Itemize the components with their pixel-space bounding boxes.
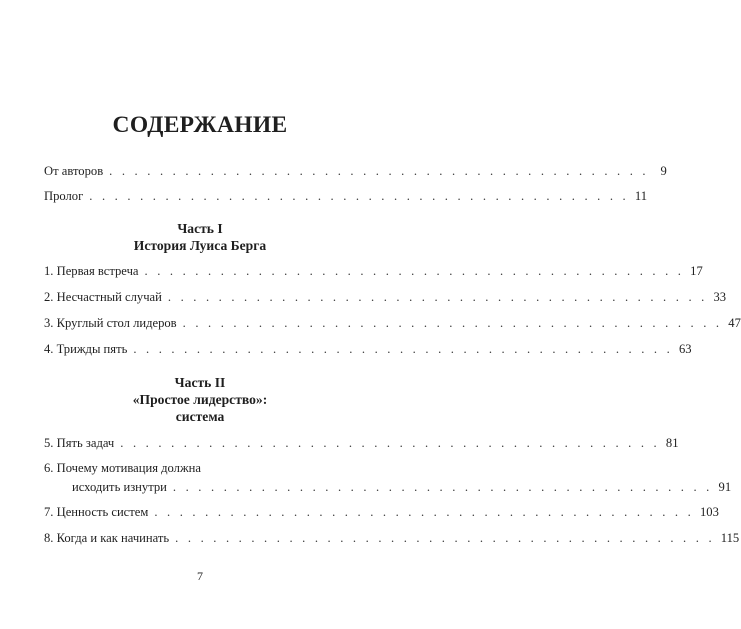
toc-page-number: 115	[720, 531, 740, 545]
dot-leader: . . . . . . . . . . . . . . . . . . . . . . . . . . . . . . . . . . . . . . . . . . .	[120, 436, 660, 450]
dot-leader: . . . . . . . . . . . . . . . . . . . . . . . . . . . . . . . . . . . . . . . . . . .	[133, 342, 673, 356]
toc-page-number: 91	[718, 480, 732, 494]
dot-leader: . . . . . . . . . . . . . . . . . . . . . . . . . . . . . . . . . . . . . . . . . . .	[172, 480, 713, 494]
toc-page-number: 63	[678, 342, 692, 356]
part-1-title: История Луиса Берга	[133, 238, 267, 253]
page-title: СОДЕРЖАНИЕ	[112, 112, 288, 138]
toc-entry-chapter-3[interactable]	[44, 314, 741, 332]
toc-entry-label: 1. Первая встреча	[44, 264, 139, 278]
toc-entry-chapter-6-line-1[interactable]: 6. Почему мотивация должна	[44, 461, 201, 475]
part-2-title-line-1: «Простое лидерство»:	[132, 392, 268, 407]
toc-entry-label: 7. Ценность систем	[44, 505, 149, 519]
toc-entry-chapter-2[interactable]	[44, 288, 727, 306]
dot-leader: . . . . . . . . . . . . . . . . . . . . . . . . . . . . . . . . . . . . . . . . . . .	[144, 264, 685, 278]
dot-leader: . . . . . . . . . . . . . . . . . . . . . . . . . . . . . . . . . . . . . . . . . . .	[89, 189, 629, 203]
toc-page-number: 33	[713, 290, 727, 304]
dot-leader: . . . . . . . . . . . . . . . . . . . . . . . . . . . . . . . . . . . . . . . . . . .	[175, 531, 715, 545]
toc-entry-label: 2. Несчастный случай	[44, 290, 162, 304]
toc-entry-chapter-1[interactable]	[44, 262, 703, 280]
toc-entry-label: 8. Когда и как начинать	[44, 531, 170, 545]
page-number-footer: 7	[197, 569, 203, 583]
part-1-label: Часть I	[177, 221, 223, 236]
toc-page-number: 47	[728, 316, 741, 330]
dot-leader: . . . . . . . . . . . . . . . . . . . . . . . . . . . . . . . . . . . . . . . . . . .	[182, 316, 723, 330]
part-2-label: Часть II	[174, 375, 226, 390]
part-2-title-line-2: система	[175, 409, 225, 424]
toc-page-number: 81	[665, 436, 679, 450]
toc-entry-label: Пролог	[44, 189, 84, 203]
toc-entry-chapter-5[interactable]	[44, 434, 679, 452]
dot-leader: . . . . . . . . . . . . . . . . . . . . . . . . . . . . . . . . . . . . . . . . . . .	[109, 164, 649, 178]
toc-entry-from-authors[interactable]	[44, 162, 667, 180]
toc-entry-chapter-8[interactable]	[44, 529, 740, 547]
toc-page-number: 9	[660, 164, 667, 178]
toc-entry-chapter-6[interactable]	[44, 478, 732, 496]
toc-entry-label: исходить изнутри	[72, 480, 167, 494]
toc-entry-label: От авторов	[44, 164, 104, 178]
toc-entry-chapter-4[interactable]	[44, 340, 692, 358]
toc-page-number: 103	[699, 505, 719, 519]
toc-entry-label: 3. Круглый стол лидеров	[44, 316, 177, 330]
toc-page-number: 11	[634, 189, 648, 203]
toc-entry-prologue[interactable]	[44, 187, 648, 205]
toc-entry-label: 5. Пять задач	[44, 436, 115, 450]
toc-page-number: 17	[690, 264, 703, 278]
toc-entry-label: 4. Трижды пять	[44, 342, 128, 356]
toc-entry-chapter-7[interactable]	[44, 503, 719, 521]
dot-leader: . . . . . . . . . . . . . . . . . . . . . . . . . . . . . . . . . . . . . . . . . . .	[167, 290, 708, 304]
dot-leader: . . . . . . . . . . . . . . . . . . . . . . . . . . . . . . . . . . . . . . . . . . .	[154, 505, 694, 519]
